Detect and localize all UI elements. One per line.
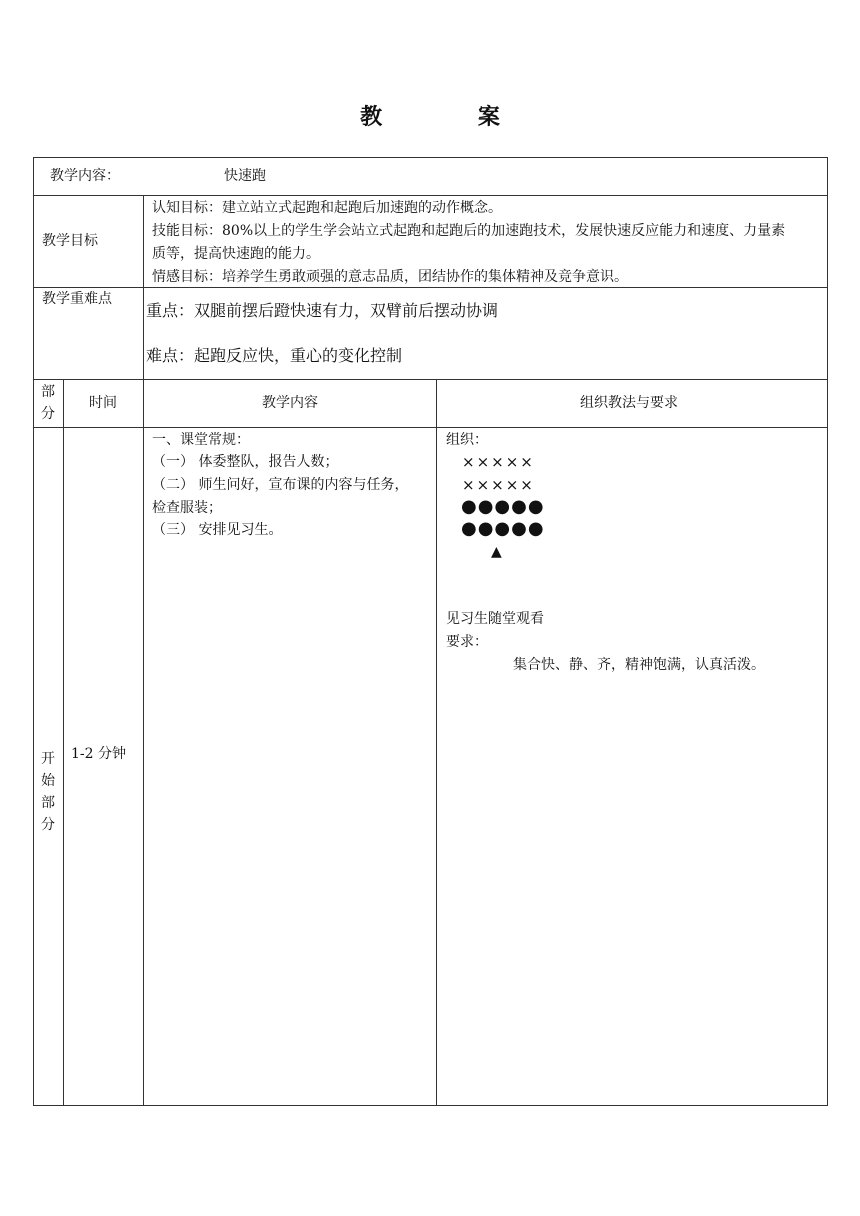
- content-line: （三） 安排见习生。: [152, 522, 283, 538]
- section-part: 开始部分: [41, 751, 55, 833]
- col-divider: [143, 195, 144, 380]
- content-label: 教学内容：: [50, 168, 120, 184]
- key-point: 重点：双腿前摆后蹬快速有力，双臂前后摆动协调: [146, 301, 499, 320]
- col-divider: [143, 379, 144, 1106]
- content-line: 检查服装；: [152, 500, 222, 516]
- formation-row-dots: ●●●●●: [461, 496, 545, 517]
- org-label: 组织：: [446, 432, 488, 448]
- requirement-label: 要求：: [446, 634, 488, 650]
- goal-skill-line2: 质等，提高快速跑的能力。: [152, 246, 320, 262]
- goal-affective: 情感目标：培养学生勇敢顽强的意志品质，团结协作的集体精神及竞争意识。: [152, 269, 628, 285]
- row-divider: [33, 427, 828, 428]
- row-divider: [33, 379, 828, 380]
- content-line: （一） 体委整队，报告人数；: [152, 454, 339, 470]
- teacher-triangle-icon: ▲: [491, 544, 502, 560]
- content-line: 一、课堂常规：: [152, 432, 250, 448]
- section-time: 1-2 分钟: [71, 746, 126, 762]
- difficult-point: 难点：起跑反应快，重心的变化控制: [146, 346, 403, 365]
- header-time: 时间: [89, 395, 117, 411]
- header-content: 教学内容: [262, 395, 318, 411]
- page-title: 教 案: [360, 104, 544, 130]
- goal-cognitive: 认知目标：建立站立式起跑和起跑后加速跑的动作概念。: [152, 200, 502, 216]
- col-divider: [63, 379, 64, 1106]
- content-line: （二） 师生问好，宣布课的内容与任务，: [152, 477, 409, 493]
- observer-note: 见习生随堂观看: [446, 611, 544, 627]
- header-part: 部分: [41, 384, 55, 422]
- key-points-label: 教学重难点: [42, 291, 112, 307]
- formation-row-crosses: ×××××: [462, 453, 535, 471]
- goal-skill-line1: 技能目标：80%以上的学生学会站立式起跑和起跑后的加速跑技术，发展快速反应能力和速度、力量素: [152, 223, 786, 239]
- row-divider: [33, 195, 828, 196]
- formation-row-crosses: ×××××: [462, 476, 535, 494]
- goals-label: 教学目标: [42, 233, 98, 249]
- col-divider: [436, 379, 437, 1106]
- content-value: 快速跑: [224, 168, 266, 184]
- requirement-text: 集合快、静、齐，精神饱满，认真活泼。: [513, 657, 765, 673]
- header-method: 组织教法与要求: [580, 395, 678, 411]
- formation-row-dots: ●●●●●: [461, 518, 545, 539]
